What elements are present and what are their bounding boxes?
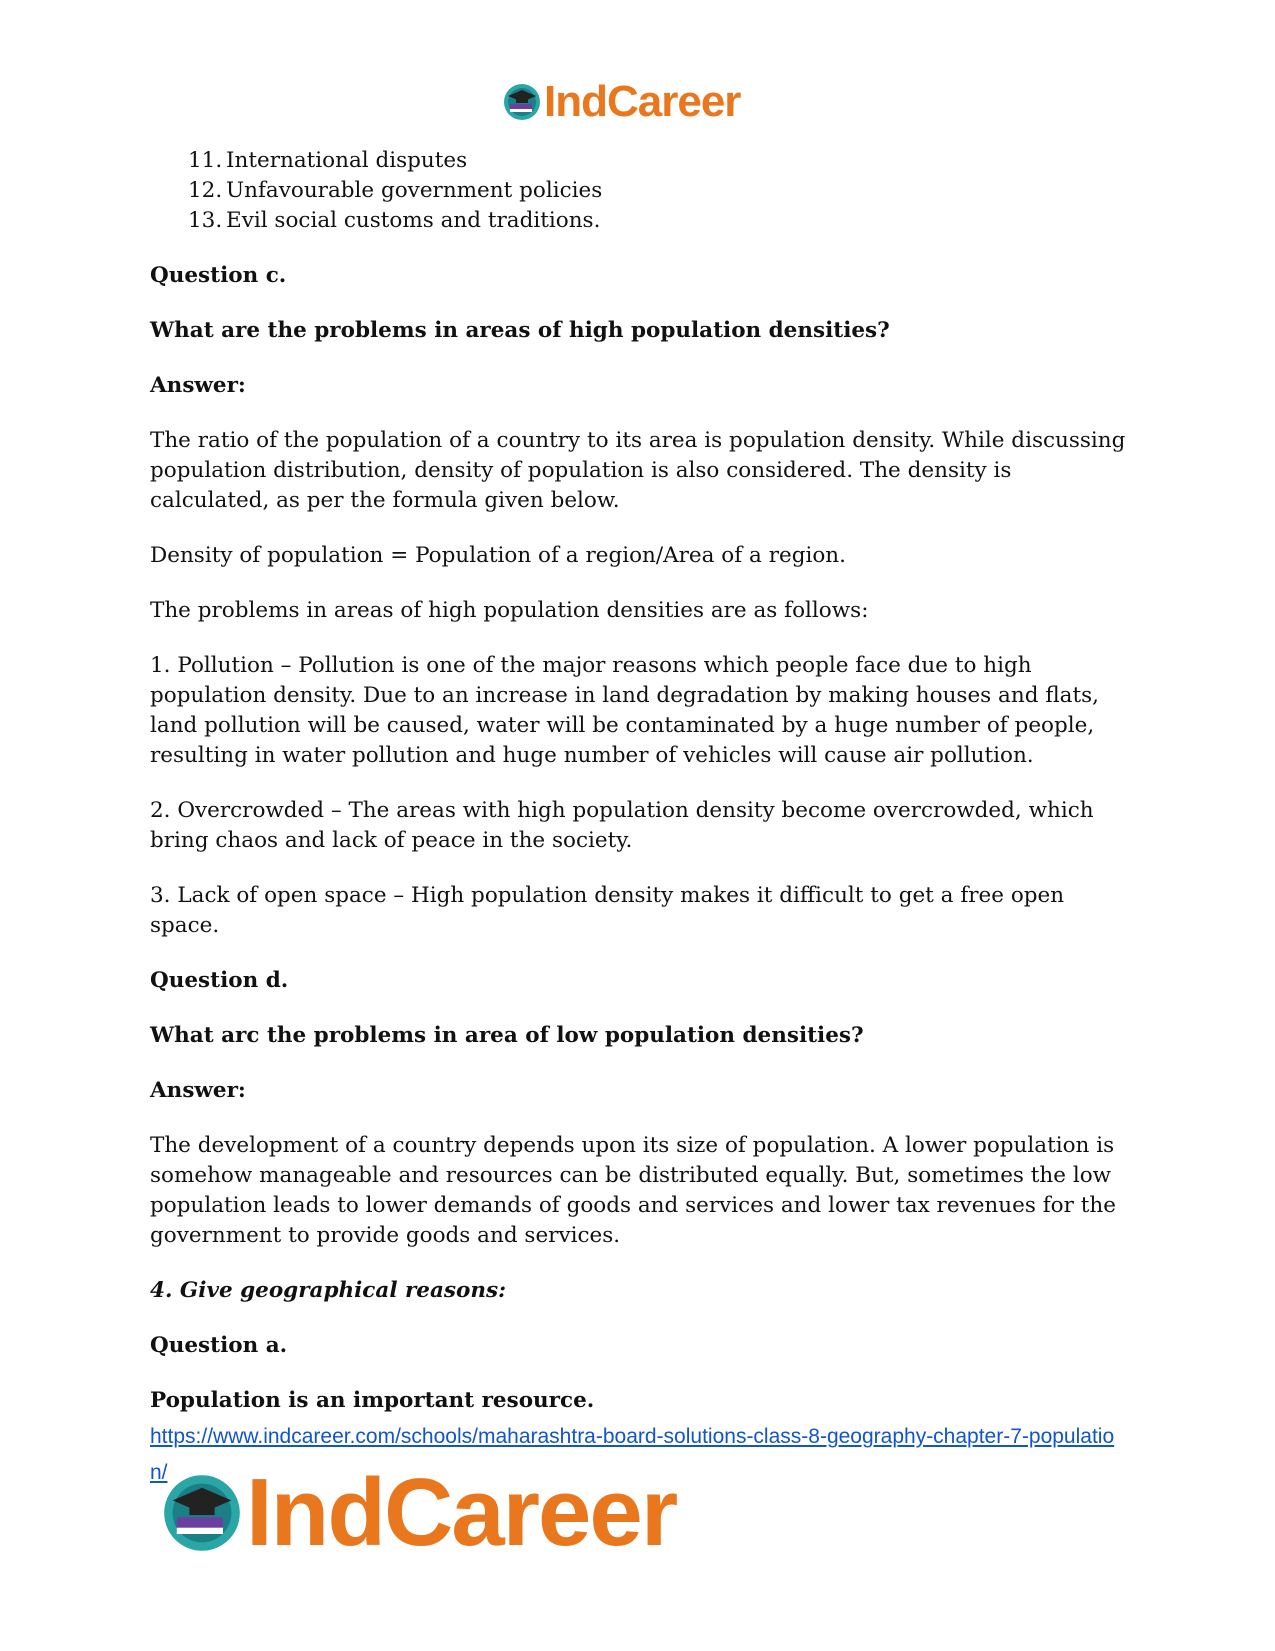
list-item: 13. Evil social customs and traditions. xyxy=(188,208,601,233)
question-c-label: Question c. xyxy=(150,263,287,288)
source-link[interactable]: https://www.indcareer.com/schools/maharashtra-board-solutions-class-8-geography-chapter-7-population/ xyxy=(150,1425,1115,1484)
section-heading: 4. Give geographical reasons: xyxy=(150,1278,507,1303)
question-a-label: Question a. xyxy=(150,1333,288,1358)
paragraph: 2. Overcrowded – The areas with high population density become overcrowded, which bring chaos and lack of peace in the society. xyxy=(150,798,1094,853)
formula: Density of population = Population of a region/Area of a region. xyxy=(150,543,846,568)
document-body xyxy=(150,146,1130,1491)
reasons-list xyxy=(150,146,1130,236)
indcareer-logo-top xyxy=(502,77,741,126)
list-item: 11. International disputes xyxy=(188,148,468,173)
question-a-text: Population is an important resource. xyxy=(150,1388,595,1413)
graduation-cap-book-icon xyxy=(160,1471,244,1555)
question-c-text: What are the problems in areas of high population densities? xyxy=(150,318,890,343)
paragraph: The development of a country depends upon its size of population. A lower population is somehow manageable and resources can be distributed equally. But, sometimes the low population leads to lower demands of goods and services and lower tax revenues for the government to provide goods and services. xyxy=(150,1133,1116,1248)
logo-wordmark: IndCareer xyxy=(246,1459,677,1566)
answer-label: Answer: xyxy=(150,1078,246,1103)
question-d-text: What arc the problems in area of low population densities? xyxy=(150,1023,864,1048)
logo-wordmark: IndCareer xyxy=(544,77,741,126)
paragraph: The problems in areas of high population densities are as follows: xyxy=(150,598,869,623)
graduation-cap-book-icon xyxy=(502,82,542,122)
indcareer-logo-bottom xyxy=(160,1459,677,1566)
answer-label: Answer: xyxy=(150,373,246,398)
list-item: 12. Unfavourable government policies xyxy=(188,178,603,203)
paragraph: 1. Pollution – Pollution is one of the major reasons which people face due to high population density. Due to an increase in land degradation by making houses and flats, land pollution will be caused, water will be contaminated by a huge number of people, resulting in water pollution and huge number of vehicles will cause air pollution. xyxy=(150,653,1099,768)
paragraph: 3. Lack of open space – High population density makes it difficult to get a free open space. xyxy=(150,883,1065,938)
question-d-label: Question d. xyxy=(150,968,289,993)
paragraph: The ratio of the population of a country to its area is population density. While discussing population distribution, density of population is also considered. The density is calculated, as per the formula given below. xyxy=(150,428,1126,513)
